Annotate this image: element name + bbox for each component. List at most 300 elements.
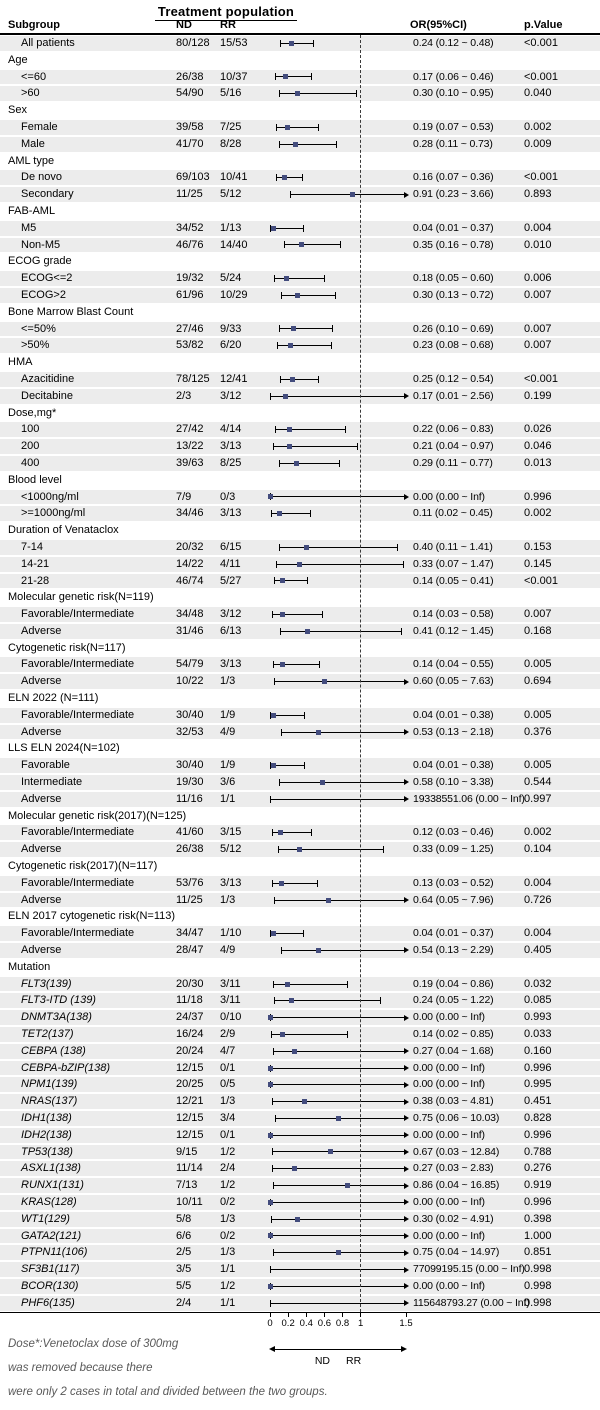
or-value (410, 153, 524, 170)
nd-value: 69/103 (176, 171, 210, 184)
or-value: 0.41 (0.12 ~ 1.45) (413, 624, 494, 637)
point-estimate-marker (280, 578, 285, 583)
ci-plot (264, 52, 410, 69)
subgroup-label: Molecular genetic risk(2017)(N=125) (8, 809, 187, 822)
point-estimate-marker (316, 730, 321, 735)
ci-plot (264, 808, 410, 825)
ci-cap-left (270, 1266, 271, 1273)
ci-cap-left (279, 460, 280, 467)
ci-line (282, 950, 404, 951)
point-estimate-marker (320, 780, 325, 785)
nd-value: 80/128 (176, 37, 210, 49)
subgroup-label: HMA (8, 356, 33, 369)
rr-value: 0/5 (220, 1078, 236, 1091)
col-header-p: p.Value (524, 19, 563, 31)
point-estimate-marker (268, 494, 273, 499)
rr-value (220, 472, 264, 489)
ci-plot (264, 203, 410, 220)
ci-line (282, 295, 335, 296)
ci-plot (264, 640, 410, 657)
ci-plot (264, 102, 410, 119)
ci-plot (264, 337, 410, 354)
ci-line (276, 127, 318, 128)
ci-cap-right (380, 997, 381, 1004)
ci-arrow-icon (404, 1233, 409, 1239)
point-estimate-marker (294, 461, 299, 466)
p-value: 0.007 (524, 608, 552, 621)
subgroup-label: TET2(137) (21, 1028, 74, 1041)
ci-line (280, 463, 340, 464)
ci-cap-left (281, 729, 282, 736)
ci-cap-right (336, 141, 337, 148)
subgroup-label: Favorable/Intermediate (21, 927, 135, 940)
rr-value: 6/20 (220, 339, 242, 352)
ci-cap-left (279, 325, 280, 332)
p-value: <0.001 (524, 372, 558, 385)
nd-value: 20/25 (176, 1078, 204, 1091)
subgroup-label: FLT3(139) (21, 977, 72, 990)
or-value (410, 640, 524, 657)
p-value: 0.168 (524, 624, 552, 637)
nd-value: 11/14 (176, 1162, 203, 1175)
rr-value (220, 405, 264, 422)
nd-value: 54/79 (176, 658, 204, 671)
ci-arrow-icon (404, 1283, 409, 1289)
point-estimate-marker (295, 1217, 300, 1222)
forest-data-row (0, 119, 600, 136)
forest-group-row (0, 808, 600, 825)
subgroup-label: Adverse (21, 675, 62, 688)
p-value: 0.993 (524, 1011, 552, 1024)
ci-line (270, 1135, 404, 1136)
ci-arrow-icon (404, 1166, 409, 1172)
point-estimate-marker (280, 662, 285, 667)
p-value: 0.002 (524, 120, 552, 133)
rr-value: 6/15 (220, 540, 242, 553)
point-estimate-marker (326, 898, 331, 903)
nd-value (176, 640, 220, 657)
ci-plot (264, 707, 410, 724)
ci-arrow-icon (404, 779, 409, 785)
forest-group-row (0, 690, 600, 707)
ci-cap-right (397, 544, 398, 551)
subgroup-label: CEBPA-bZIP(138) (21, 1061, 111, 1074)
or-value: 0.54 (0.13 ~ 2.29) (413, 944, 494, 957)
rr-value: 1/1 (220, 1263, 236, 1276)
subgroup-label: SF3B1(117) (21, 1263, 80, 1276)
forest-group-row (0, 740, 600, 757)
axis-tick (288, 1313, 289, 1317)
forest-data-row (0, 1211, 600, 1228)
nd-value (176, 808, 220, 825)
ci-plot (264, 35, 410, 52)
point-estimate-marker (292, 1049, 297, 1054)
or-value: 0.33 (0.07 ~ 1.47) (413, 557, 494, 570)
ci-line (281, 379, 319, 380)
nd-value: 19/30 (176, 776, 204, 789)
rr-value: 3/4 (220, 1112, 236, 1124)
p-value: 0.006 (524, 272, 552, 285)
subgroup-label: IDH1(138) (21, 1112, 72, 1124)
or-value: 0.00 (0.00 ~ Inf) (413, 1128, 485, 1141)
or-value: 0.00 (0.00 ~ Inf) (413, 1011, 485, 1024)
forest-data-row (0, 1043, 600, 1060)
forest-data-row (0, 942, 600, 959)
ci-arrow-icon (404, 393, 409, 399)
rr-value: 6/13 (220, 624, 242, 637)
ci-arrow-icon (404, 796, 409, 802)
nd-value: 41/60 (176, 826, 204, 839)
ci-plot (264, 119, 410, 136)
or-value: 0.27 (0.04 ~ 1.68) (413, 1044, 494, 1057)
subgroup-label: BCOR(130) (21, 1279, 79, 1292)
ci-plot (264, 690, 410, 707)
subgroup-label: KRAS(128) (21, 1195, 77, 1208)
ci-plot (264, 774, 410, 791)
p-value: 0.995 (524, 1078, 552, 1091)
subgroup-label: LLS ELN 2024(N=102) (8, 742, 120, 755)
or-value (410, 102, 524, 119)
p-value (524, 522, 600, 539)
ci-arrow-icon (404, 947, 409, 953)
or-value: 0.14 (0.04 ~ 0.55) (413, 658, 494, 671)
or-value: 0.75 (0.04 ~ 14.97) (413, 1246, 500, 1259)
ci-plot (264, 405, 410, 422)
rr-value: 14/40 (220, 238, 248, 251)
ci-arrow-icon (404, 1199, 409, 1205)
rr-value: 1/1 (220, 1296, 236, 1309)
subgroup-label: <=50% (21, 322, 56, 335)
nd-value: 41/70 (176, 137, 204, 150)
subgroup-label: NPM1(139) (21, 1078, 78, 1091)
p-value: 0.996 (524, 490, 552, 503)
point-estimate-marker (304, 545, 309, 550)
rr-value: 10/41 (220, 171, 248, 184)
forest-data-row (0, 1194, 600, 1211)
p-value (524, 690, 600, 707)
point-estimate-marker (271, 763, 276, 768)
ci-plot (264, 656, 410, 673)
ci-plot (264, 992, 410, 1009)
ci-line (274, 1185, 404, 1186)
ci-cap-right (357, 443, 358, 450)
forest-rows (0, 35, 600, 1313)
axis-arrow-right-icon (401, 1346, 407, 1352)
point-estimate-marker (285, 125, 290, 130)
ci-plot (264, 1194, 410, 1211)
forest-data-row (0, 724, 600, 741)
ci-cap-left (270, 796, 271, 803)
ci-cap-right (302, 174, 303, 181)
forest-data-row (0, 371, 600, 388)
ci-plot (264, 1110, 410, 1127)
or-value (410, 740, 524, 757)
ci-line (270, 1068, 404, 1069)
subgroup-label: >=1000ng/ml (21, 507, 86, 520)
rr-value: 0/10 (220, 1011, 242, 1024)
ci-arrow-icon (404, 1065, 409, 1071)
nd-value: 53/76 (176, 876, 204, 889)
or-value (410, 405, 524, 422)
ci-line (275, 681, 404, 682)
ci-line (270, 1269, 404, 1270)
ci-cap-right (311, 829, 312, 836)
subgroup-label: Secondary (21, 188, 74, 201)
subgroup-label: <=60 (21, 70, 47, 83)
ci-arrow-icon (404, 1250, 409, 1256)
rr-value: 1/3 (220, 1095, 236, 1108)
or-value: 0.75 (0.06 ~ 10.03) (413, 1112, 500, 1124)
nd-value: 3/5 (176, 1263, 192, 1276)
or-value: 0.04 (0.01 ~ 0.38) (413, 759, 494, 772)
point-estimate-marker (305, 629, 310, 634)
ci-cap-left (280, 40, 281, 47)
forest-group-row (0, 522, 600, 539)
rr-value: 3/13 (220, 658, 242, 671)
ci-cap-left (279, 141, 280, 148)
ci-plot (264, 740, 410, 757)
or-value (410, 203, 524, 220)
ci-arrow-icon (404, 192, 409, 198)
ci-cap-left (274, 577, 275, 584)
ci-plot (264, 841, 410, 858)
or-value: 0.86 (0.04 ~ 16.85) (413, 1179, 500, 1192)
ci-plot (264, 1060, 410, 1077)
p-value: 0.040 (524, 87, 552, 100)
forest-data-row (0, 1278, 600, 1295)
nd-value (176, 405, 220, 422)
p-value: 0.376 (524, 725, 552, 738)
col-header-rr: RR (220, 19, 236, 31)
forest-data-row (0, 1295, 600, 1312)
figure-title-text: Treatment population (155, 4, 297, 21)
subgroup-label: AML type (8, 154, 55, 167)
ci-arrow-icon (404, 1267, 409, 1273)
rr-value (220, 203, 264, 220)
subgroup-label: FAB-AML (8, 204, 56, 217)
ci-plot (264, 1261, 410, 1278)
point-estimate-marker (345, 1183, 350, 1188)
or-value: 0.14 (0.03 ~ 0.58) (413, 608, 494, 621)
point-estimate-marker (277, 511, 282, 516)
or-value: 0.00 (0.00 ~ Inf) (413, 1078, 485, 1091)
forest-data-row (0, 1009, 600, 1026)
or-value: 0.04 (0.01 ~ 0.37) (413, 927, 494, 940)
subgroup-label: FLT3-ITD (139) (21, 994, 96, 1007)
p-value: 0.085 (524, 994, 552, 1007)
ci-line (276, 564, 403, 565)
column-header-row (0, 18, 600, 32)
ci-cap-right (318, 124, 319, 131)
point-estimate-marker (271, 226, 276, 231)
rr-value (220, 354, 264, 371)
subgroup-label: Bone Marrow Blast Count (8, 305, 134, 318)
ci-plot (264, 304, 410, 321)
ci-plot (264, 573, 410, 590)
nd-value: 32/53 (176, 725, 204, 738)
rr-value: 2/9 (220, 1028, 236, 1041)
p-value: 0.033 (524, 1028, 552, 1041)
rr-value (220, 690, 264, 707)
forest-data-row (0, 1144, 600, 1161)
ci-plot (264, 824, 410, 841)
point-estimate-marker (268, 1015, 273, 1020)
nd-value: 2/3 (176, 389, 192, 402)
nd-value (176, 304, 220, 321)
ci-plot (264, 623, 410, 640)
subgroup-label: Azacitidine (21, 372, 75, 385)
nd-value (176, 858, 220, 875)
ci-arrow-icon (404, 1183, 409, 1189)
ci-plot (264, 1093, 410, 1110)
forest-data-row (0, 287, 600, 304)
subgroup-label: Molecular genetic risk(N=119) (8, 591, 154, 604)
ci-cap-left (272, 880, 273, 887)
subgroup-label: Cytogenetic risk(2017)(N=117) (8, 860, 158, 873)
nd-value: 54/90 (176, 87, 204, 100)
or-value: 0.64 (0.05 ~ 7.96) (413, 893, 494, 906)
or-value (410, 690, 524, 707)
p-value: 0.032 (524, 977, 552, 990)
p-value: 0.788 (524, 1145, 552, 1158)
rr-value: 3/11 (220, 994, 241, 1007)
ci-cap-left (276, 174, 277, 181)
p-value: 0.005 (524, 759, 552, 772)
or-value (410, 304, 524, 321)
p-value: <0.001 (524, 574, 558, 587)
ci-plot (264, 489, 410, 506)
subgroup-label: Cytogenetic risk(N=117) (8, 641, 126, 654)
ci-line (273, 1151, 404, 1152)
rr-value (220, 102, 264, 119)
ci-cap-left (290, 191, 291, 198)
ci-plot (264, 1160, 410, 1177)
ci-plot (264, 237, 410, 254)
rr-value: 1/10 (220, 927, 242, 940)
ci-cap-left (272, 1098, 273, 1105)
p-value: 0.007 (524, 339, 552, 352)
forest-data-row (0, 1127, 600, 1144)
p-value: 0.726 (524, 893, 552, 906)
or-value: 0.14 (0.05 ~ 0.41) (413, 574, 494, 587)
p-value (524, 203, 600, 220)
ci-cap-right (347, 1031, 348, 1038)
rr-value: 15/53 (220, 37, 248, 49)
ci-cap-left (284, 241, 285, 248)
ci-cap-left (279, 779, 280, 786)
ci-cap-right (335, 292, 336, 299)
p-value: 0.996 (524, 1128, 552, 1141)
or-value: 0.21 (0.04 ~ 0.97) (413, 440, 494, 453)
p-value: 0.009 (524, 137, 552, 150)
ci-line (275, 429, 345, 430)
subgroup-label: 14-21 (21, 557, 50, 570)
or-value: 0.17 (0.06 ~ 0.46) (413, 70, 494, 83)
ci-arrow-icon (404, 1132, 409, 1138)
rr-value: 1/3 (220, 1246, 236, 1259)
ci-line (281, 631, 402, 632)
rr-value: 1/1 (220, 792, 236, 805)
or-value: 0.67 (0.03 ~ 12.84) (413, 1145, 500, 1158)
ci-plot (264, 556, 410, 573)
nd-value: 28/47 (176, 944, 204, 957)
p-value: 0.145 (524, 557, 552, 570)
ci-line (276, 177, 302, 178)
p-value (524, 740, 600, 757)
ci-line (285, 244, 341, 245)
ci-plot (264, 908, 410, 925)
ci-line (279, 328, 332, 329)
rr-value: 8/25 (220, 456, 242, 469)
ci-arrow-icon (404, 897, 409, 903)
rr-value: 1/9 (220, 759, 236, 772)
ci-plot (264, 791, 410, 808)
nd-value (176, 690, 220, 707)
forest-data-row (0, 1093, 600, 1110)
subgroup-label: RUNX1(131) (21, 1179, 84, 1192)
rr-value: 10/37 (220, 70, 248, 83)
p-value: 0.002 (524, 826, 552, 839)
forest-data-row (0, 1076, 600, 1093)
point-estimate-marker (322, 679, 327, 684)
rr-value: 3/13 (220, 876, 242, 889)
ci-plot (264, 455, 410, 472)
ci-line (273, 1101, 404, 1102)
or-value: 0.11 (0.02 ~ 0.45) (413, 507, 493, 520)
rr-value: 3/15 (220, 826, 242, 839)
rr-value: 8/28 (220, 137, 242, 150)
ci-plot (264, 942, 410, 959)
subgroup-label: De novo (21, 171, 62, 184)
point-estimate-marker (278, 830, 283, 835)
subgroup-label: Adverse (21, 624, 62, 637)
ci-cap-left (273, 981, 274, 988)
rr-value: 5/16 (220, 87, 242, 100)
ci-cap-left (273, 661, 274, 668)
ci-cap-right (345, 426, 346, 433)
ci-plot (264, 1211, 410, 1228)
point-estimate-marker (285, 982, 290, 987)
p-value: 0.160 (524, 1044, 552, 1057)
subgroup-label: DNMT3A(138) (21, 1011, 92, 1024)
ci-plot (264, 1228, 410, 1245)
point-estimate-marker (292, 1166, 297, 1171)
nd-value: 5/8 (176, 1212, 192, 1225)
rr-value (220, 858, 264, 875)
or-value (410, 908, 524, 925)
ci-plot (264, 522, 410, 539)
ci-line (275, 900, 404, 901)
p-value: 0.694 (524, 675, 552, 688)
ci-line (270, 799, 404, 800)
ci-cap-left (276, 124, 277, 131)
point-estimate-marker (284, 276, 289, 281)
or-value: 0.22 (0.06 ~ 0.83) (413, 423, 494, 436)
rr-value (220, 304, 264, 321)
rr-value: 7/25 (220, 120, 242, 133)
rr-value: 5/12 (220, 188, 242, 201)
point-estimate-marker (336, 1116, 341, 1121)
ci-plot (264, 959, 410, 976)
ci-cap-right (322, 611, 323, 618)
ci-cap-left (281, 292, 282, 299)
ci-arrow-icon (404, 1099, 409, 1105)
nd-value: 19/32 (176, 272, 204, 285)
ci-plot (264, 371, 410, 388)
ci-line (270, 1235, 404, 1236)
p-value: 1.000 (524, 1229, 552, 1242)
rr-value: 3/13 (220, 440, 242, 453)
